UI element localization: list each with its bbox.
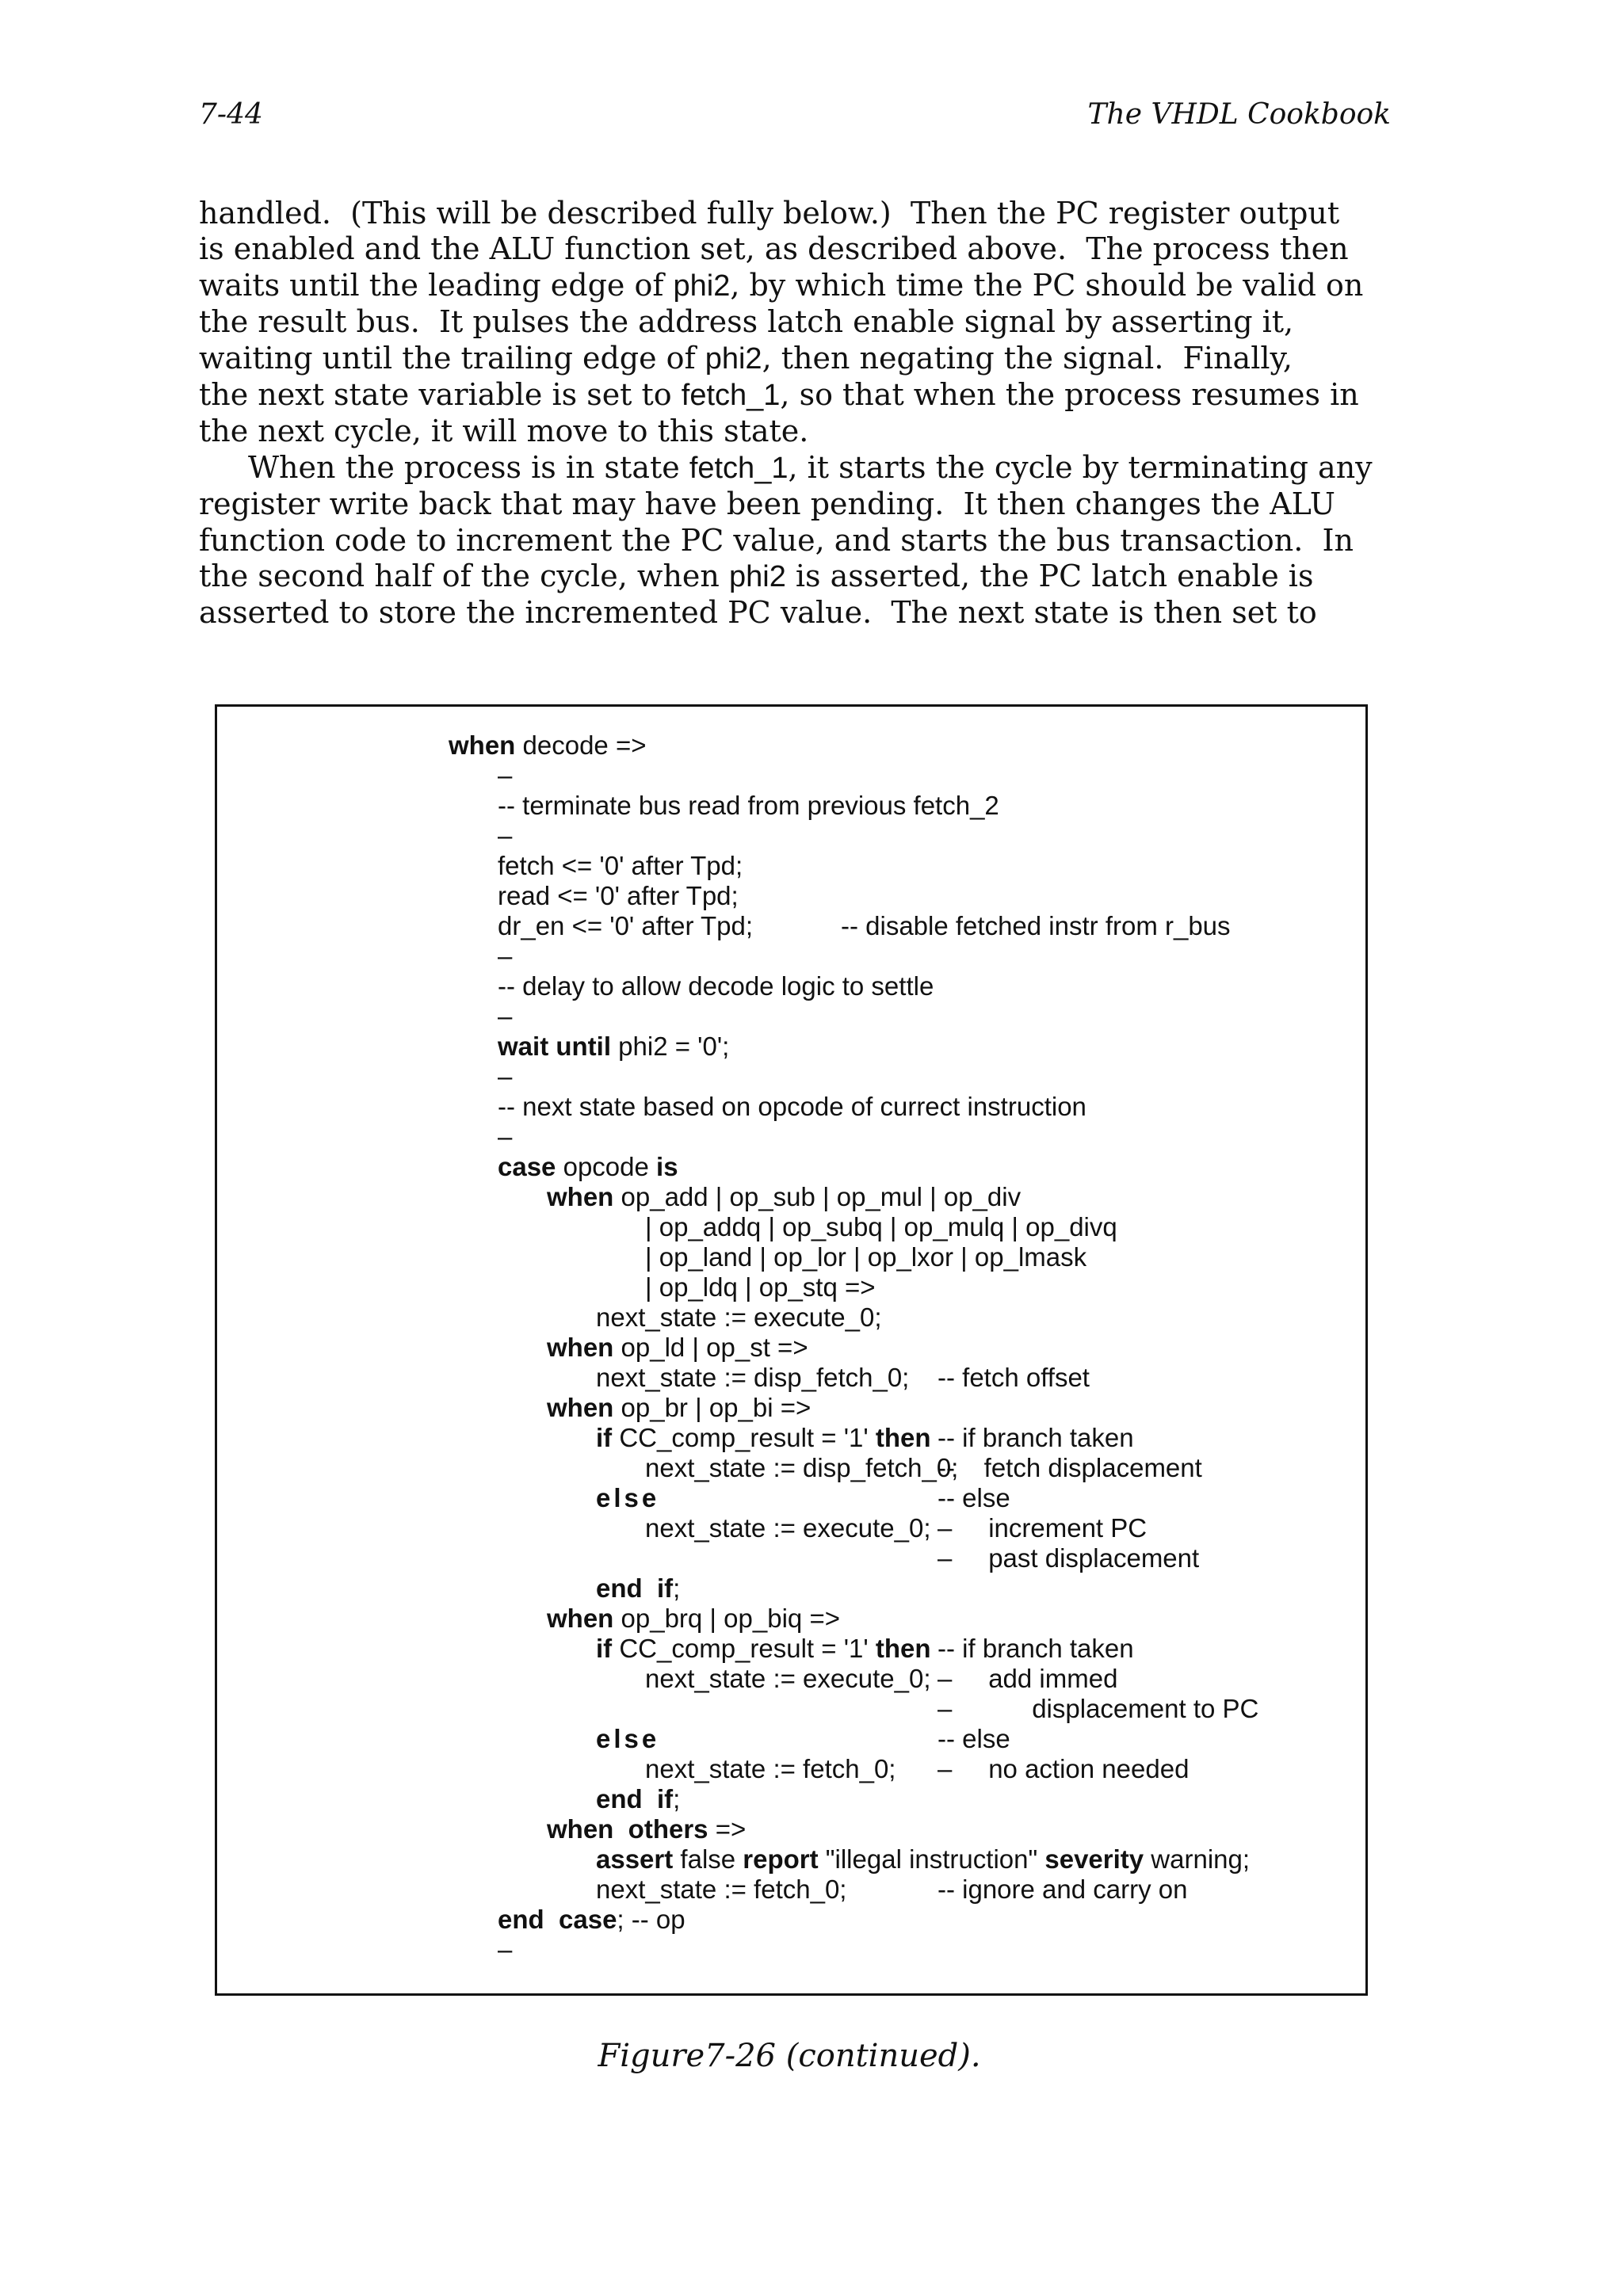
- code-comment: -- if branch taken: [938, 1423, 1134, 1452]
- text-segment: the second half of the cycle, when: [199, 559, 729, 594]
- code-statement: [449, 1483, 659, 1512]
- code-line: [449, 1182, 1250, 1212]
- code-text: next_state := disp_fetch_0;: [645, 1453, 959, 1482]
- code-statement: [449, 1694, 645, 1723]
- code-text: fetch <= '0' after Tpd;: [498, 851, 743, 880]
- paragraph-line: [199, 377, 1391, 414]
- code-text: decode =>: [515, 730, 647, 760]
- paragraph-line: [199, 341, 1391, 377]
- code-text: op_br | op_bi =>: [613, 1393, 812, 1422]
- code-line: [449, 1242, 1250, 1272]
- keyword: when: [449, 730, 516, 760]
- code-line: [449, 1905, 1250, 1935]
- inline-code: fetch_1: [689, 451, 789, 485]
- code-line: [449, 1001, 1250, 1032]
- code-text: warning;: [1144, 1844, 1251, 1874]
- code-line: [449, 1453, 1250, 1483]
- paragraph-line: [199, 523, 1391, 559]
- code-line: [449, 1393, 1250, 1423]
- paragraph-line: [199, 595, 1391, 631]
- code-line: [449, 1604, 1250, 1634]
- code-comment: -- fetch offset: [938, 1363, 1090, 1392]
- code-statement: [449, 1242, 1086, 1272]
- paragraph-line: [199, 414, 1391, 449]
- figure-caption: Figure7-26 (continued).: [598, 2038, 981, 2074]
- code-text: –: [498, 1001, 513, 1031]
- code-statement: [449, 1814, 746, 1844]
- code-text: –: [498, 761, 513, 790]
- code-text: next_state := execute_0;: [596, 1302, 882, 1332]
- code-comment: -- disable fetched instr from r_bus: [841, 911, 1231, 940]
- code-line: [449, 1333, 1250, 1363]
- keyword: case: [498, 1152, 556, 1181]
- paragraph-line: [199, 268, 1391, 304]
- code-statement: [449, 761, 512, 790]
- keyword: severity: [1044, 1844, 1144, 1874]
- code-figure: [215, 704, 1368, 1996]
- code-text: | op_addq | op_subq | op_mulq | op_divq: [645, 1212, 1117, 1241]
- keyword: if: [596, 1423, 613, 1452]
- code-line: [449, 1423, 1250, 1453]
- code-text: next_state := fetch_0;: [596, 1875, 847, 1904]
- text-segment: the result bus. It pulses the address latch enable signal by asserting it,: [199, 304, 1294, 340]
- code-statement: [449, 1844, 1250, 1874]
- code-text: op_ld | op_st =>: [613, 1333, 808, 1362]
- code-line: [449, 941, 1250, 971]
- text-segment: waits until the leading edge of: [199, 267, 674, 303]
- code-statement: [449, 1212, 1117, 1241]
- inline-code: fetch_1: [681, 379, 781, 413]
- keyword: when: [547, 1604, 614, 1633]
- code-comment: – no action needed: [938, 1754, 1190, 1783]
- code-line: [449, 1302, 1250, 1333]
- code-text: -- next state based on opcode of currect instruction: [498, 1092, 1086, 1121]
- text-segment: waiting until the trailing edge of: [199, 340, 705, 376]
- code-statement: [449, 1423, 931, 1452]
- code-text: op_add | op_sub | op_mul | op_div: [613, 1182, 1022, 1211]
- text-segment: register write back that may have been pending. It then changes the ALU: [199, 486, 1335, 522]
- code-line: [449, 1032, 1250, 1062]
- code-text: ;: [673, 1573, 681, 1603]
- code-text: next_state := execute_0;: [645, 1664, 931, 1693]
- code-text: read <= '0' after Tpd;: [498, 881, 739, 910]
- code-line: [449, 1875, 1250, 1905]
- code-comment: – increment PC: [938, 1513, 1148, 1543]
- code-comment: – displacement to PC: [938, 1694, 1259, 1723]
- code-text: next_state := disp_fetch_0;: [596, 1363, 910, 1392]
- code-line: [449, 851, 1250, 881]
- code-statement: [449, 1333, 808, 1362]
- code-text: | op_ldq | op_stq =>: [645, 1272, 876, 1302]
- paragraph-line: [199, 450, 1391, 486]
- text-segment: , by which time the PC should be valid on: [730, 267, 1364, 303]
- code-text: op_brq | op_biq =>: [613, 1604, 840, 1633]
- code-text: -- terminate bus read from previous fetch_2: [498, 791, 999, 820]
- text-segment: handled. (This will be described fully below.) Then the PC register output: [199, 196, 1340, 231]
- inline-code: phi2: [705, 341, 762, 376]
- code-statement: [449, 1664, 931, 1693]
- code-line: [449, 1724, 1250, 1754]
- text-segment: When the process is in state: [248, 449, 689, 485]
- code-text: =>: [708, 1814, 747, 1844]
- code-line: [449, 791, 1250, 821]
- body-text: [199, 196, 1391, 631]
- code-line: [449, 761, 1250, 791]
- keyword: assert: [596, 1844, 674, 1874]
- code-comment: -- fetch displacement: [938, 1453, 1202, 1482]
- text-segment: is asserted, the PC latch enable is: [785, 559, 1314, 594]
- code-line: [449, 1092, 1250, 1122]
- code-line: [449, 971, 1250, 1001]
- code-text: –: [498, 941, 513, 971]
- paragraph-2: [199, 450, 1391, 631]
- inline-code: phi2: [673, 269, 731, 303]
- paragraph-1: [199, 196, 1391, 450]
- code-statement: [449, 1634, 931, 1663]
- code-statement: [449, 1754, 896, 1783]
- running-title: The VHDL Cookbook: [1087, 98, 1391, 131]
- code-line: [449, 1483, 1250, 1513]
- code-statement: [449, 1935, 512, 1964]
- code-line: [449, 1694, 1259, 1724]
- code-line: [449, 1122, 1250, 1152]
- page-number: 7-44: [199, 98, 263, 131]
- code-comment: – add immed: [938, 1664, 1118, 1693]
- code-comment: -- if branch taken: [938, 1634, 1134, 1663]
- code-text: -- delay to allow decode logic to settle: [498, 971, 934, 1001]
- text-segment: , it starts the cycle by terminating any: [788, 449, 1373, 485]
- code-comment: -- ignore and carry on: [938, 1875, 1188, 1904]
- code-statement: [449, 1393, 811, 1422]
- code-text: ;: [673, 1784, 681, 1814]
- keyword: wait until: [498, 1032, 611, 1061]
- code-statement: [449, 911, 753, 940]
- inline-code: phi2: [728, 560, 786, 594]
- code-statement: [449, 1122, 512, 1151]
- keyword: if: [596, 1634, 613, 1663]
- code-statement: [449, 1784, 680, 1814]
- code-line: [449, 1664, 1250, 1694]
- text-segment: , then negating the signal. Finally,: [762, 340, 1293, 376]
- keyword: then: [875, 1634, 931, 1663]
- code-statement: [449, 1302, 882, 1332]
- code-statement: [449, 1513, 931, 1543]
- code-line: [449, 1363, 1250, 1393]
- paragraph-line: [199, 559, 1391, 595]
- code-statement: [449, 1724, 659, 1753]
- keyword: else: [596, 1724, 660, 1753]
- keyword: when others: [547, 1814, 708, 1844]
- code-statement: [449, 1272, 876, 1302]
- code-statement: [449, 1001, 512, 1031]
- code-statement: [449, 881, 739, 910]
- code-statement: [449, 851, 743, 880]
- paragraph-line: [199, 196, 1391, 231]
- keyword: else: [596, 1483, 660, 1512]
- code-line: [449, 1212, 1250, 1242]
- text-segment: is enabled and the ALU function set, as described above. The process then: [199, 231, 1349, 267]
- code-statement: [449, 730, 647, 760]
- code-text: opcode: [556, 1152, 657, 1181]
- code-line: [449, 1754, 1250, 1784]
- text-segment: asserted to store the incremented PC value. The next state is then set to: [199, 595, 1317, 631]
- code-text: "illegal instruction": [818, 1844, 1045, 1874]
- paragraph-line: [199, 304, 1391, 340]
- code-listing: [449, 730, 1259, 1965]
- code-statement: [449, 941, 512, 971]
- paragraph-line: [199, 231, 1391, 267]
- text-segment: , so that when the process resumes in: [780, 377, 1359, 413]
- keyword: when: [547, 1333, 614, 1362]
- code-comment: -- else: [938, 1483, 1010, 1512]
- text-segment: the next state variable is set to: [199, 377, 682, 413]
- code-statement: [449, 971, 934, 1001]
- keyword: when: [547, 1182, 614, 1211]
- code-text: next_state := fetch_0;: [645, 1754, 896, 1783]
- code-line: [449, 1272, 1250, 1302]
- paragraph-line: [199, 486, 1391, 522]
- code-line: [449, 881, 1250, 911]
- code-line: [449, 1844, 1250, 1875]
- code-text: next_state := execute_0;: [645, 1513, 931, 1543]
- keyword: end case: [498, 1905, 617, 1934]
- code-line: [449, 1543, 1250, 1573]
- code-text: phi2 = '0';: [611, 1032, 730, 1061]
- keyword: end if: [596, 1573, 674, 1603]
- code-text: dr_en <= '0' after Tpd;: [498, 911, 754, 940]
- code-comment: -- else: [938, 1724, 1010, 1753]
- keyword: when: [547, 1393, 614, 1422]
- code-line: [449, 1814, 1250, 1844]
- code-text: ; -- op: [617, 1905, 685, 1934]
- code-line: [449, 1062, 1250, 1092]
- code-statement: [449, 1543, 645, 1573]
- code-statement: [449, 1573, 680, 1603]
- code-statement: [449, 1604, 840, 1633]
- keyword: then: [875, 1423, 931, 1452]
- code-line: [449, 911, 1250, 941]
- code-line: [449, 1784, 1250, 1814]
- keyword: report: [743, 1844, 819, 1874]
- code-statement: [449, 1092, 1086, 1121]
- code-statement: [449, 1182, 1021, 1211]
- text-segment: the next cycle, it will move to this state.: [199, 414, 809, 449]
- code-statement: [449, 1363, 909, 1392]
- code-text: CC_comp_result = '1': [612, 1634, 876, 1663]
- keyword: end if: [596, 1784, 674, 1814]
- code-text: | op_land | op_lor | op_lxor | op_lmask: [645, 1242, 1087, 1272]
- code-text: false: [673, 1844, 743, 1874]
- code-text: –: [498, 1122, 513, 1151]
- code-line: [449, 730, 1250, 761]
- code-comment: – past displacement: [938, 1543, 1200, 1573]
- code-statement: [449, 791, 999, 820]
- code-statement: [449, 1905, 685, 1934]
- text-segment: function code to increment the PC value, and starts the bus transaction. In: [199, 522, 1354, 558]
- code-line: [449, 1634, 1250, 1664]
- code-statement: [449, 1875, 846, 1904]
- code-text: –: [498, 821, 513, 850]
- code-statement: [449, 1453, 958, 1482]
- code-text: –: [498, 1062, 513, 1091]
- code-statement: [449, 1152, 678, 1181]
- code-statement: [449, 821, 512, 850]
- code-statement: [449, 1062, 512, 1091]
- code-line: [449, 821, 1250, 851]
- code-line: [449, 1152, 1250, 1182]
- keyword: is: [656, 1152, 678, 1181]
- code-statement: [449, 1032, 729, 1061]
- code-line: [449, 1573, 1250, 1604]
- code-text: CC_comp_result = '1': [612, 1423, 876, 1452]
- code-text: –: [498, 1935, 513, 1964]
- code-line: [449, 1935, 1250, 1965]
- code-line: [449, 1513, 1250, 1543]
